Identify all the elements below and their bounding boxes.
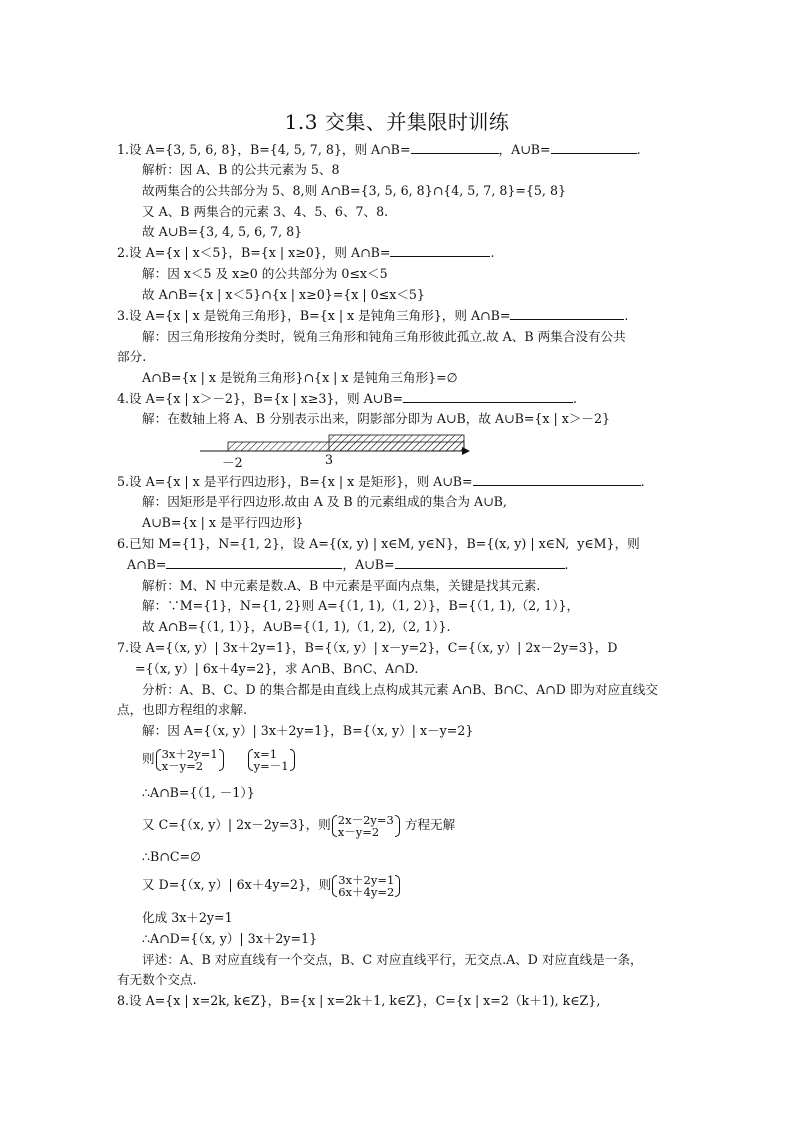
question-5: 5.设 A={x | x 是平行四边形}，B={x | x 是矩形}，则 A∪B= . xyxy=(117,474,645,489)
answer-blank xyxy=(510,308,624,320)
comment-line: 有无数个交点. xyxy=(117,972,197,987)
answer-line: ∴B∩C=∅ xyxy=(142,849,201,864)
answer-line: 解：∵M={1}，N={1, 2}则 A={（1, 1),（1, 2）}，B={（1, 1),（2, 1）}， xyxy=(142,598,580,613)
axis-label-3: 3 xyxy=(325,452,334,467)
answer-line: 解：因矩形是平行四边形.故由 A 及 B 的元素组成的集合为 A∪B, xyxy=(142,494,507,509)
equation-brace: 2x－2y=3 x－y=2 xyxy=(331,814,401,838)
answer-line: 解：在数轴上将 A、B 分别表示出来，阴影部分即为 A∪B，故 A∪B={x | x＞－2} xyxy=(142,411,611,426)
question-7: 7.设 A={（x, y）| 3x＋2y=1}，B={（x, y）| x－y=2}，C={（x, y）| 2x－2y=3}，D xyxy=(117,640,618,655)
question-4: 4.设 A={x | x＞－2}，B={x | x≥3}，则 A∪B= . xyxy=(117,391,578,406)
question-1: 1.设 A={3, 5, 6, 8}，B={4, 5, 7, 8}，则 A∩B= ，A∪B= . xyxy=(117,142,641,157)
answer-line: ∴A∩B={（1, －1）} xyxy=(142,785,255,800)
axis-label-minus-2: －2 xyxy=(222,455,243,470)
analysis-line: 点，也即方程组的求解. xyxy=(117,702,247,717)
answer-line: 解：因 A={（x, y）| 3x＋2y=1}，B={（x, y）| x－y=2} xyxy=(142,723,474,738)
answer-line: 故两集合的公共部分为 5、8,则 A∩B={3, 5, 6, 8}∩{4, 5, 7, 8}={5, 8} xyxy=(142,183,566,198)
question-6: 6.已知 M={1}，N={1, 2}，设 A={(x, y) | x∈M, y∈N}，B={(x, y) | x∈N, y∈M}，则 xyxy=(117,536,640,551)
answer-blank xyxy=(551,142,637,154)
answer-blank xyxy=(403,391,573,403)
answer-line: 解析：M、N 中元素是数.A、B 中元素是平面内点集，关键是找其元素. xyxy=(142,578,541,593)
answer-line: 解析：因 A、B 的公共元素为 5、8 xyxy=(142,162,340,177)
answer-blank xyxy=(390,245,490,257)
answer-blank xyxy=(395,557,565,569)
answer-line: 解：因三角形按角分类时，锐角三角形和钝角三角形彼此孤立.故 A、B 两集合没有公共 xyxy=(142,329,626,344)
question-6-blanks: A∩B= ，A∪B= . xyxy=(127,557,569,572)
equation-brace: 3x＋2y=1 6x＋4y=2 xyxy=(331,874,401,898)
answer-line: ∴A∩D={（x, y）| 3x＋2y=1} xyxy=(142,931,318,946)
equation-system-1: 则 3x＋2y=1 x－y=2 x=1 y=－1 xyxy=(142,746,300,772)
answer-line: 又 A、B 两集合的元素 3、4、5、6、7、8. xyxy=(142,204,389,219)
answer-blank xyxy=(473,474,641,486)
answer-line: 化成 3x＋2y=1 xyxy=(142,910,233,925)
set-b-shaded-region xyxy=(329,435,464,451)
equation-system-3: 又 D={（x, y）| 6x＋4y=2}，则 3x＋2y=1 6x＋4y=2 xyxy=(142,872,405,898)
answer-line: 故 A∩B={x | x＜5}∩{x | x≥0}={x | 0≤x＜5} xyxy=(142,287,425,302)
question-2: 2.设 A={x | x＜5}，B={x | x≥0}，则 A∩B= . xyxy=(117,245,495,260)
answer-line: A∩B={x | x 是锐角三角形}∩{x | x 是钝角三角形}=∅ xyxy=(142,370,458,385)
page-title: 1.3 交集、并集限时训练 xyxy=(284,110,510,134)
equation-system-2: 又 C={（x, y）| 2x－2y=3}，则 2x－2y=3 x－y=2 方程无解 xyxy=(142,812,456,839)
question-8: 8.设 A={x | x=2k, k∈Z}，B={x | x=2k＋1, k∈Z}，C={x | x=2（k＋1), k∈Z}, xyxy=(117,993,601,1008)
equation-brace: 3x＋2y=1 x－y=2 xyxy=(155,748,225,772)
question-7-cont: ={（x, y）| 6x＋4y=2}，求 A∩B、B∩C、A∩D. xyxy=(135,661,419,676)
solution-brace: x=1 y=－1 xyxy=(247,748,296,772)
question-3: 3.设 A={x | x 是锐角三角形}，B={x | x 是钝角三角形}，则 A∩B= . xyxy=(117,308,629,323)
analysis-line: 分析：A、B、C、D 的集合都是由直线上点构成其元素 A∩B、B∩C、A∩D 即为对应直线交 xyxy=(142,682,658,697)
answer-line: 故 A∩B={（1, 1）}，A∪B={（1, 1),（1, 2),（2, 1）}. xyxy=(142,619,451,634)
answer-line: A∪B={x | x 是平行四边形} xyxy=(142,515,304,530)
answer-line: 部分. xyxy=(117,349,147,364)
answer-blank xyxy=(411,142,499,154)
answer-line: 解：因 x＜5 及 x≥0 的公共部分为 0≤x＜5 xyxy=(142,266,388,281)
answer-blank xyxy=(166,557,342,569)
comment-line: 评述：A、B 对应直线有一个交点，B、C 对应直线平行，无交点.A、D 对应直线是一条， xyxy=(142,952,643,967)
axis-arrow xyxy=(462,447,470,455)
answer-line: 故 A∪B={3, 4, 5, 6, 7, 8} xyxy=(142,224,303,239)
